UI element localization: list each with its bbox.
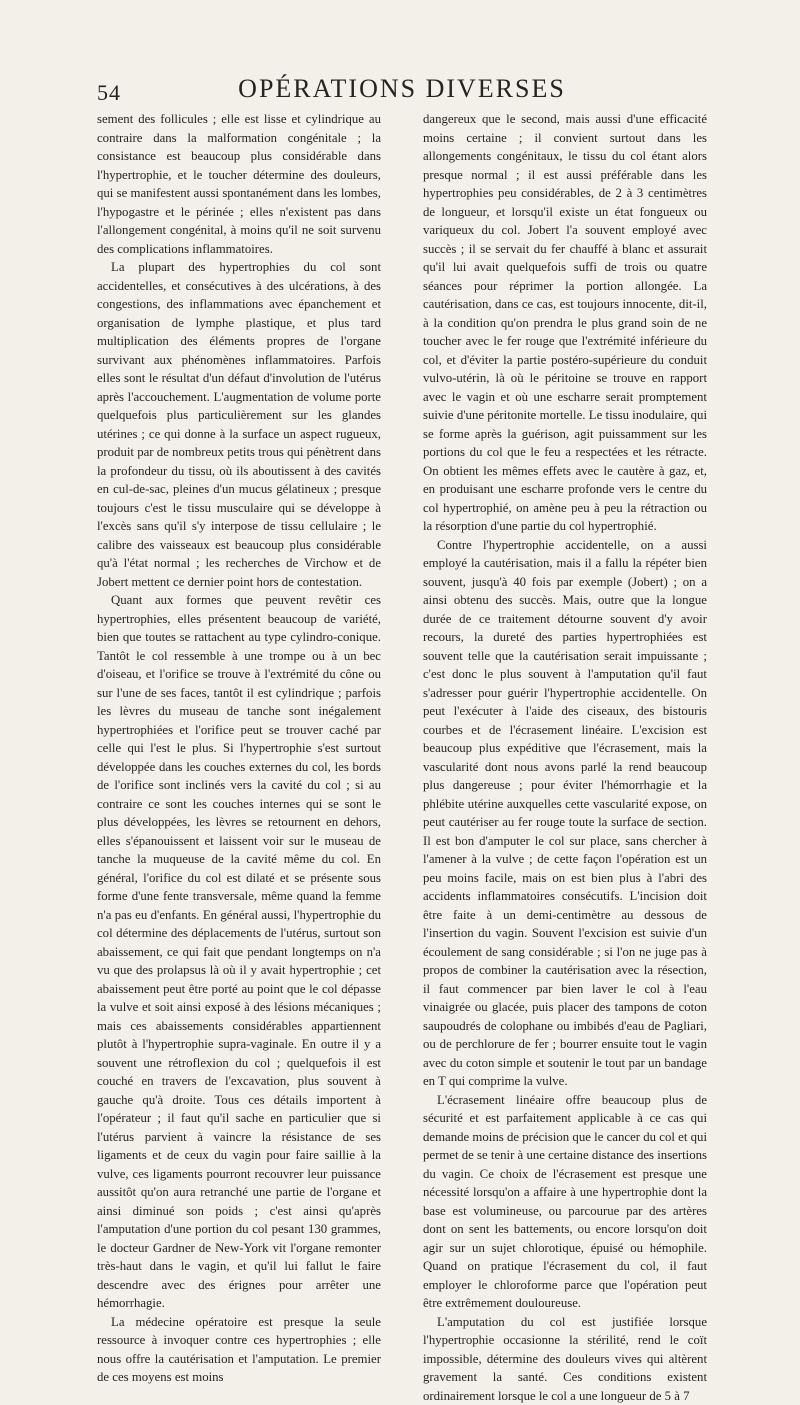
running-title: OPÉRATIONS DIVERSES	[97, 74, 707, 104]
page-number: 54	[97, 80, 121, 106]
right-column	[423, 110, 707, 1405]
left-column	[97, 110, 381, 1405]
paragraph: La plupart des hypertrophies du col sont accidentelles, et consécutives à des ulcérations, à des congestions, des inflammations avec épanchement et organisation de lymphe plastique, et plus tard multiplication des éléments propres de l'organe survivant aux phénomènes inflammatoires. Parfois elles sont le résultat d'un défaut d'involution de l'utérus après l'accouchement. L'augmentation de volume porte quelquefois plus particulièrement sur les glandes utérines ; ce qui donne à la surface un aspect rugueux, produit par de nombreux petits trous qui pénètrent dans la profondeur du tissu, où ils aboutissent à des cavités en cul-de-sac, pleines d'un mucus gélatineux ; presque toujours c'est le tissu musculaire qui se développe à l'excès sans qu'il s'y interpose de tissu cellulaire ; le calibre des vaisseaux est beaucoup plus considérable qu'à l'état normal ; les recherches de Virchow et de Jobert mettent ce dernier point hors de contestation.	[97, 258, 381, 591]
paragraph: La médecine opératoire est presque la seule ressource à invoquer contre ces hypertrophies ; elle nous offre la cautérisation et l'amputation. Le premier de ces moyens est moins	[97, 1313, 381, 1387]
page-header	[97, 68, 707, 108]
paragraph: sement des follicules ; elle est lisse et cylindrique au contraire dans la malformation congénitale ; la consistance est beaucoup plus considérable dans l'hypertrophie, et le toucher détermine des douleurs, qui se manifestent aussi spontanément dans les lombes, l'hypogastre et le périnée ; elles n'existent pas dans l'allongement congénital, à moins qu'il ne soit survenu des complications inflammatoires.	[97, 110, 381, 258]
paragraph: Quant aux formes que peuvent revêtir ces hypertrophies, elles présentent beaucoup de variété, bien que toutes se rattachent au type cylindro-conique. Tantôt le col ressemble à une trompe ou à un bec d'oiseau, et l'orifice se trouve à l'extrémité du cône ou sur l'une de ses faces, tantôt il est cylindrique ; parfois les lèvres du museau de tanche sont inégalement hypertrophiées et l'orifice peut se trouver caché par celle qui l'est le plus. Si l'hypertrophie s'est surtout développée dans les couches externes du col, les bords de l'orifice sont inclinés vers la cavité du col ; si au contraire ce sont les couches internes qui se sont le plus développées, les lèvres se retournent en dehors, elles s'épanouissent et laissent voir sur le museau de tanche la muqueuse de la cavité même du col. En général, l'orifice du col est dilaté et se présente sous forme d'une fente transversale, même quand la femme n'a pas eu d'enfants. En général aussi, l'hypertrophie du col détermine des déplacements de l'utérus, surtout son abaissement, ce qui fait que pendant longtemps on n'a vu que des prolapsus là où il y avait hypertrophie ; cet abaissement peut être porté au point que le col dépasse la vulve et soit ainsi exposé à des lésions mécaniques ; mais ces abaissements considérables appartiennent plutôt à l'hypertrophie supra-vaginale. En outre il y a souvent une rétroflexion du col ; quelquefois il est couché en travers de l'excavation, plus souvent à gauche qu'à droite. Tous ces détails importent à l'opérateur ; il faut qu'il sache en particulier que si l'utérus parvient à vaincre la résistance de ses ligaments et de ceux du vagin pour faire saillie à la vulve, ces ligaments pourront recouvrer leur puissance aussitôt qu'on aura retranché une partie de l'organe et ainsi diminué son poids ; c'est ainsi qu'après l'amputation d'une portion du col pesant 130 grammes, le docteur Gardner de New-York vit l'organe remonter très-haut dans le vagin, et qu'il lui fallut le faire descendre avec des érignes pour arrêter une hémorrhagie.	[97, 591, 381, 1313]
paragraph: L'écrasement linéaire offre beaucoup plus de sécurité et est parfaitement applicable à ce cas qui demande moins de précision que le cancer du col et qui permet de se tenir à une certaine distance des insertions du vagin. Ce choix de l'écrasement est presque une nécessité lorsqu'on a affaire à une hypertrophie dont la base est volumineuse, ou parcourue par des artères dont on sent les battements, ou encore lorsqu'on doit agir sur un sujet chlorotique, épuisé ou hémophile. Quand on pratique l'écrasement du col, il faut employer le chloroforme parce que l'opération peut être extrêmement douloureuse.	[423, 1091, 707, 1313]
paragraph: dangereux que le second, mais aussi d'une efficacité moins certaine ; il convient surtout dans les allongements congénitaux, le tissu du col étant alors presque normal ; il est aussi préférable dans les hypertrophies peu considérables, de 2 à 3 centimètres de longueur, et lorsqu'il existe un état fongueux ou variqueux du col. Jobert l'a souvent employé avec succès ; il se servait du fer chauffé à blanc et assurait qu'il lui avait quelquefois suffi de trois ou quatre séances pour réprimer la portion allongée. La cautérisation, dans ce cas, est toujours innocente, dit-il, à la condition qu'on prendra le plus grand soin de ne toucher avec le fer rouge que l'extrémité inférieure du col, et d'éviter la partie postéro-supérieure du conduit vulvo-utérin, là où le péritoine se trouve en rapport avec le vagin et où une escharre serait promptement suivie d'une péritonite mortelle. Le tissu inodulaire, qui se forme après la guérison, agit puissamment sur les portions du col que le feu a respectées et les rétracte. On obtient les mêmes effets avec le cautère à gaz, et, en produisant une escharre profonde vers le centre du col hypertrophié, on amène peu à peu la rétraction ou la résorption d'une partie du col hypertrophié.	[423, 110, 707, 536]
paragraph: Contre l'hypertrophie accidentelle, on a aussi employé la cautérisation, mais il a fallu la répéter bien souvent, jusqu'à 40 fois par exemple (Jobert) ; on a ainsi obtenu des succès. Mais, outre que la longue durée de ce traitement détourne souvent d'y avoir recours, la dureté des parties hypertrophiées est souvent telle que la cautérisation serait impuissante ; c'est donc le plus souvent à l'amputation qu'il faut s'adresser pour guérir l'hypertrophie accidentelle. On peut l'exécuter à l'aide des ciseaux, des bistouris courbes et de l'écrasement linéaire. L'excision est beaucoup plus expéditive que l'écrasement, mais la vascularité dont nous avons parlé la rend beaucoup plus dangereuse ; pour éviter l'hémorrhagie et la phlébite utérine auxquelles cette vascularité expose, on peut cautériser au fer rouge toute la surface de section. Il est bon d'amputer le col sur place, sans chercher à l'amener à la vulve ; de cette façon l'opération est un peu moins facile, mais on est bien plus à l'abri des accidents inflammatoires consécutifs. L'incision doit être faite à un demi-centimètre au dessous de l'insertion du vagin. Souvent l'excision est suivie d'un écoulement de sang considérable ; si l'on ne juge pas à propos de combiner la cautérisation avec la résection, il faut commencer par bien laver le col à l'eau vinaigrée ou glacée, puis placer des tampons de coton saupoudrés de colophane ou imbibés d'eau de Pagliari, ou de perchlorure de fer ; bourrer ensuite tout le vagin avec du coton simple et soutenir le tout par un bandage en T qui comprime la vulve.	[423, 536, 707, 1091]
paragraph: L'amputation du col est justifiée lorsque l'hypertrophie occasionne la stérilité, rend le coït impossible, détermine des douleurs vives qui altèrent gravement la santé. Ces conditions existent ordinairement lorsque le col a une longueur de 5 à 7	[423, 1313, 707, 1405]
text-columns	[97, 110, 707, 1405]
